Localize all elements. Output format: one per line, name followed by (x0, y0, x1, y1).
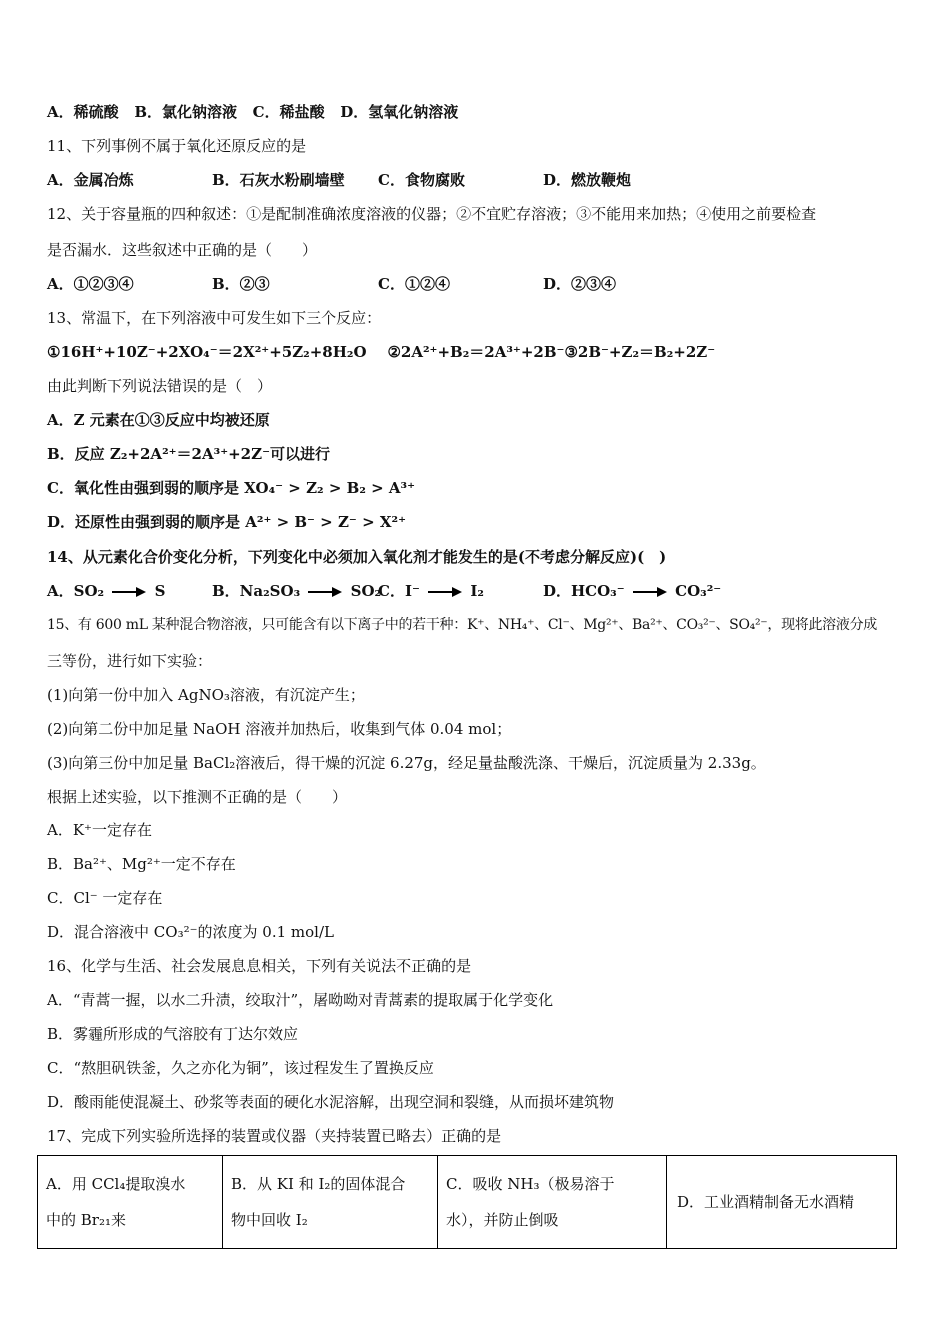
q17-options-table (37, 1155, 897, 1249)
reaction-arrow-icon (308, 586, 342, 598)
q11-option-a: A．金属冶炼 (47, 171, 134, 189)
q13-option-d: D．还原性由强到弱的顺序是 A²⁺ > B⁻ > Z⁻ > X²⁺ (47, 513, 406, 531)
q14-option-c (378, 581, 484, 601)
q12-stem-line1: 12、关于容量瓶的四种叙述：①是配制准确浓度溶液的仪器；②不宜贮存溶液；③不能用来加热；④使用之前要检查 (47, 205, 817, 223)
reaction-arrow-icon (633, 586, 667, 598)
q10-option-b: B．氯化钠溶液 (134, 103, 237, 121)
q13-reactions (47, 342, 715, 362)
q13-reaction-3: ③2B⁻+Z₂＝B₂+2Z⁻ (564, 343, 716, 361)
reaction-arrow-icon (112, 586, 146, 598)
q14-option-b (212, 581, 381, 601)
q15-experiment-2: (2)向第二份中加足量 NaOH 溶液并加热后，收集到气体 0.04 mol； (47, 720, 512, 738)
q17-cell-b-line1: B．从 KI 和 I₂的固体混合 (231, 1175, 406, 1193)
table-row (38, 1156, 897, 1249)
q17-cell-a-line1: A．用 CCl₄提取溴水 (46, 1175, 186, 1193)
q15-stem-line1: 15、有 600 mL 某种混合物溶液，只可能含有以下离子中的若干种：K⁺、NH₄⁺、Cl⁻、Mg²⁺、Ba²⁺、CO₃²⁻、SO₄²⁻，现将此溶液分成 (47, 617, 877, 633)
q13-reaction-2: ②2A²⁺+B₂＝2A³⁺+2B⁻ (387, 343, 565, 361)
q12-option-c: C．①②④ (378, 275, 450, 293)
q16-option-c: C．“熬胆矾铁釜，久之亦化为铜”，该过程发生了置换反应 (47, 1059, 434, 1077)
q12-option-a: A．①②③④ (47, 275, 134, 293)
q15-stem-line2: 三等份，进行如下实验： (47, 652, 213, 670)
q13-reaction-1: ①16H⁺+10Z⁻+2XO₄⁻＝2X²⁺+5Z₂+8H₂O (47, 343, 367, 361)
q17-cell-d-line1: D．工业酒精制备无水酒精 (677, 1193, 855, 1211)
q12-option-d: D．②③④ (543, 275, 617, 293)
q13-option-a: A．Z 元素在①③反应中均被还原 (47, 411, 270, 429)
q17-cell-c-line1: C．吸收 NH₃（极易溶于 (446, 1175, 615, 1193)
q15-option-c: C．Cl⁻ 一定存在 (47, 889, 163, 907)
q15-option-d: D．混合溶液中 CO₃²⁻的浓度为 0.1 mol/L (47, 923, 334, 941)
q14-option-b-reactant: B．Na₂SO₃ (212, 582, 301, 600)
q11-option-b: B．石灰水粉刷墙壁 (212, 171, 345, 189)
q15-experiment-3: (3)向第三份中加足量 BaCl₂溶液后，得干燥的沉淀 6.27g，经足量盐酸洗涤、干燥后，沉淀质量为 2.33g。 (47, 754, 766, 772)
q16-option-b: B．雾霾所形成的气溶胶有丁达尔效应 (47, 1025, 299, 1043)
q17-cell-c-line2: 水），并防止倒吸 (446, 1211, 559, 1229)
q13-option-b: B．反应 Z₂+2A²⁺＝2A³⁺+2Z⁻可以进行 (47, 445, 330, 463)
q17-cell-a (38, 1156, 223, 1249)
q17-cell-b-line2: 物中回收 I₂ (231, 1211, 308, 1229)
q15-option-b: B．Ba²⁺、Mg²⁺一定不存在 (47, 855, 236, 873)
q13-stem: 13、常温下，在下列溶液中可发生如下三个反应： (47, 309, 382, 327)
q12-stem-line2: 是否漏水．这些叙述中正确的是（ ） (47, 241, 318, 259)
q10-options (47, 102, 458, 122)
q15-option-a: A．K⁺一定存在 (47, 821, 152, 839)
q17-stem: 17、完成下列实验所选择的装置或仪器（夹持装置已略去）正确的是 (47, 1127, 502, 1145)
q14-option-c-product: I₂ (470, 582, 484, 600)
q14-stem: 14、从元素化合价变化分析，下列变化中必须加入氧化剂才能发生的是(不考虑分解反应)( ) (47, 548, 667, 566)
q15-question: 根据上述实验，以下推测不正确的是（ ） (47, 788, 348, 806)
q17-cell-a-line2: 中的 Br₂₁来 (46, 1211, 126, 1229)
reaction-arrow-icon (428, 586, 462, 598)
q17-cell-b (223, 1156, 438, 1249)
q13-question: 由此判断下列说法错误的是（ ） (47, 377, 273, 395)
q14-option-d-product: CO₃²⁻ (675, 582, 722, 600)
q10-option-a: A．稀硫酸 (47, 103, 119, 121)
q11-option-c: C．食物腐败 (378, 171, 465, 189)
q17-cell-d (667, 1156, 897, 1249)
q14-option-c-reactant: C．I⁻ (378, 582, 420, 600)
q14-option-d (543, 581, 721, 601)
q13-option-c: C．氧化性由强到弱的顺序是 XO₄⁻ > Z₂ > B₂ > A³⁺ (47, 479, 416, 497)
q10-option-d: D．氢氧化钠溶液 (340, 103, 459, 121)
q10-option-c: C．稀盐酸 (252, 103, 325, 121)
q14-option-a-reactant: A．SO₂ (47, 582, 105, 600)
q16-option-a: A．“青蒿一握，以水二升渍，绞取汁”，屠呦呦对青蒿素的提取属于化学变化 (47, 991, 554, 1009)
q12-option-b: B．②③ (212, 275, 270, 293)
q11-stem: 11、下列事例不属于氧化还原反应的是 (47, 137, 307, 155)
q14-option-d-reactant: D．HCO₃⁻ (543, 582, 625, 600)
q16-stem: 16、化学与生活、社会发展息息相关，下列有关说法不正确的是 (47, 957, 472, 975)
q15-experiment-1: (1)向第一份中加入 AgNO₃溶液，有沉淀产生； (47, 686, 365, 704)
q17-cell-c (438, 1156, 667, 1249)
q11-option-d: D．燃放鞭炮 (543, 171, 632, 189)
q14-option-b-product: SO₂ (350, 582, 382, 600)
q14-option-a (47, 581, 165, 601)
q16-option-d: D．酸雨能使混凝土、砂浆等表面的硬化水泥溶解，出现空洞和裂缝，从而损坏建筑物 (47, 1093, 615, 1111)
q14-option-a-product: S (154, 582, 166, 600)
